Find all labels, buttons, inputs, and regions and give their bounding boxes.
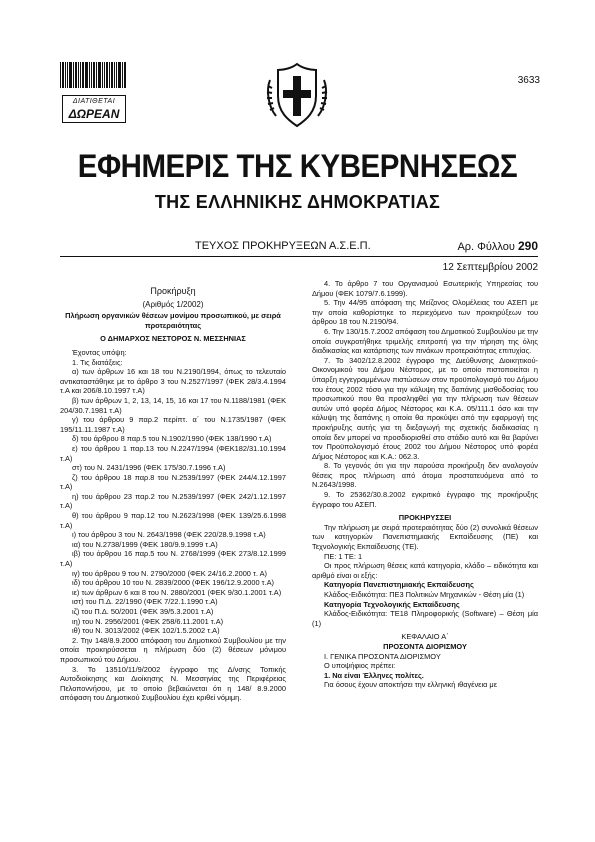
- chapter-title: ΠΡΟΣΟΝΤΑ ΔΙΟΡΙΣΜΟΥ: [383, 641, 467, 651]
- barcode: [60, 62, 136, 88]
- paragraph: στ) του Ν. 2431/1996 (ΦΕΚ 175/30.7.1996 τ.Α): [72, 463, 226, 473]
- paragraph: ιε) των άρθρων 6 και 8 του Ν. 2880/2001 (ΦΕΚ 9/30.1.2001 τ.Α): [72, 587, 282, 597]
- section-heading: Ι. ΓΕΝΙΚΑ ΠΡΟΣΟΝΤΑ ΔΙΟΡΙΣΜΟΥ: [324, 651, 441, 661]
- paragraph: 4. Το άρθρο 7 του Οργανισμού Εσωτερικής Υπηρεσίας του Δήμου (ΦΕΚ 1079/7.6.1999).: [312, 279, 538, 298]
- right-column: [312, 279, 538, 690]
- left-column: [60, 285, 286, 703]
- paragraph: 8. Το γεγονός ότι για την παρούσα προκήρυξη δεν αναλογούν θέσεις προς πλήρωση από άτομα προστατευόμενα από το Ν.2643/1998.: [312, 461, 538, 490]
- gazette-title: ΕΦΗΜΕΡΙΣ ΤΗΣ ΚΥΒΕΡΝΗΣΕΩΣ: [77, 148, 518, 184]
- paragraph: Έχοντας υπόψη:: [72, 347, 127, 357]
- paragraph: β) των άρθρων 1, 2, 13, 14, 15, 16 και 17 του Ν.1188/1981 (ΦΕΚ 204/30.7.1981 τ.Α): [60, 395, 286, 415]
- paragraph: 5. Την 44/95 απόφαση της Μείζονος Ολομέλειας του ΑΣΕΠ με την οποία καθορίστηκε το περιεχόμενο των προκηρύξεων του άρθρου 18 του Ν.2190/94.: [312, 298, 538, 327]
- paragraph: 3. Το 13510/11/9/2002 έγγραφο της Δ/νσης Τοπικής Αυτοδιοίκησης και Διοίκησης Ν. Μεσσηνίας της Περιφέρειας Πελοποννήσου, με το οποίο βεβαιώνεται ότι η 148/ 8.9.2000 απόφαση του Δημοτικού Συμβουλίου έχει κριθεί νόμιμη.: [60, 664, 286, 703]
- announce-heading: ΠΡΟΚΗΡΥΣΣΕΙ: [398, 513, 452, 523]
- mayor-heading: Ο ΔΗΜΑΡΧΟΣ ΝΕΣΤΟΡΟΣ Ν. ΜΕΣΣΗΝΙΑΣ: [100, 334, 246, 344]
- greek-coat-of-arms-icon: [262, 60, 332, 130]
- paragraph: ι) του άρθρου 3 του Ν. 2643/1998 (ΦΕΚ 220/28.9.1998 τ.Α): [72, 530, 266, 540]
- paragraph: Οι προς πλήρωση θέσεις κατά κατηγορία, κλάδο – ειδικότητα και αριθμό είναι οι εξής:: [312, 561, 538, 580]
- page-number: 3633: [517, 75, 540, 86]
- paragraph: 9. Το 25362/30.8.2002 εγκριτικό έγγραφο της προκήρυξης έγγραφο του ΑΣΕΠ.: [312, 490, 538, 509]
- paragraph: Για όσους έχουν αποκτήσει την ελληνική ιθαγένεια με: [324, 680, 497, 690]
- issue-type: ΤΕΥΧΟΣ ΠΡΟΚΗΡΥΞΕΩΝ Α.Σ.Ε.Π.: [195, 240, 371, 252]
- paragraph: 7. Το 3402/12.8.2002 έγγραφο της Διεύθυνσης Διοικητικού-Οικονομικού του Δήμου Νέστορος, με το οποίο πιστοποιείται η ύπαρξη εγγεγραμμένων πιστώσεων στον προϋπολογισμό του Δήμου του έτους 2002 τόσο για την κάλυψη της δαπάνης μισθοδοσίας του προσωπικού που θα προσληφθεί για την πλήρωση των θέσεων αυτών υπό φορέα Δήμος Νέστορος και Κ.Α. 05/111.1 όσο και την κάλυψη της δαπάνης η οποία θα προκύψει από την εφαρμογή της προκήρυξης αυτής για τη διεξαγωγή της σχετικής διαδικασίας η οποία δεν μπορεί να προσδιορισθεί στο στάδιο αυτό και θα βαρύνει τον Προϋπολογισμό έτους 2002 του Δήμου Νέστορος υπό φορέα Δήμος Νέστορος και Κ.Α.: 062.3.: [312, 355, 538, 461]
- announcement-number: (Αριθμός 1/2002): [142, 299, 204, 309]
- sheet-number-value: 290: [517, 239, 538, 253]
- paragraph: Ο υποψήφιος πρέπει:: [324, 661, 396, 671]
- stamp-line-2: ΔΩΡΕΑΝ: [68, 107, 120, 121]
- category-heading: Κατηγορία Πανεπιστημιακής Εκπαίδευσης: [324, 580, 474, 590]
- free-distribution-stamp: [62, 95, 126, 123]
- paragraph: θ) του άρθρου 9 παρ.12 του Ν.2623/1998 (ΦΕΚ 139/25.6.1998 τ.Α): [60, 511, 286, 530]
- paragraph: δ) του άρθρου 8 παρ.5 του Ν.1902/1990 (ΦΕΚ 138/1990 τ.Α): [72, 434, 272, 444]
- sheet-label: Αρ. Φύλλου: [457, 241, 515, 253]
- paragraph: ια) του Ν.2738/1999 (ΦΕΚ 180/9.9.1999 τ.Α): [72, 539, 218, 549]
- stamp-line-1: ΔΙΑΤΙΘΕΤΑΙ: [72, 98, 116, 105]
- paragraph: γ) του άρθρου 9 παρ.2 περίπτ. α΄ του Ν.1735/1987 (ΦΕΚ 195/11.11.1987 τ.Α): [60, 415, 286, 434]
- paragraph: ε) του άρθρου 1 παρ.13 του Ν.2247/1994 (ΦΕΚ182/31.10.1994 τ.Α): [60, 443, 286, 463]
- paragraph: ιη) του Ν. 2956/2001 (ΦΕΚ 258/6.11.2001 τ.Α): [72, 616, 224, 626]
- paragraph: ιζ) του Π.Δ. 50/2001 (ΦΕΚ 39/5.3.2001 τ.Α): [72, 607, 214, 616]
- paragraph: Την πλήρωση με σειρά προτεραιότητας δύο (2) συνολικά θέσεων των κατηγοριών Πανεπιστημιακής Εκπαίδευσης (ΠΕ) και Τεχνολογικής Εκπαίδευσης (ΤΕ).: [312, 522, 538, 552]
- paragraph: ιβ) του άρθρου 16 παρ.5 του Ν. 2768/1999 (ΦΕΚ 273/8.12.1999 τ.Α): [60, 549, 286, 569]
- paragraph: 2. Την 148/8.9.2000 απόφαση του Δημοτικού Συμβουλίου με την οποία προκηρύσσεται η πλήρωση δύο (2) θέσεων μόνιμου προσωπικού του Δήμου.: [60, 635, 286, 664]
- paragraph: α) των άρθρων 16 και 18 του Ν.2190/1994, όπως το τελευταίο αντικαταστάθηκε με το άρθρο 3 του Ν.2527/1997 (ΦΕΚ 28/3.4.1994 τ.Α και 206/8.10.1997 τ.Α): [60, 367, 286, 396]
- paragraph: Κλάδος-Ειδικότητα: ΠΕ3 Πολιτικών Μηχανικών - Θέση μία (1): [324, 590, 525, 599]
- paragraph: ιγ) του άρθρου 9 του Ν. 2790/2000 (ΦΕΚ 24/16.2.2000 τ. Α): [72, 568, 267, 578]
- paragraph: ζ) του άρθρου 18 παρ.8 του Ν.2539/1997 (ΦΕΚ 244/4.12.1997 τ.Α): [60, 472, 286, 492]
- paragraph: ιθ) του Ν. 3013/2002 (ΦΕΚ 102/1.5.2002 τ.Α): [72, 626, 220, 636]
- paragraph: ιστ) του Π.Δ. 22/1990 (ΦΕΚ 7/22.1.1990 τ.Α): [72, 597, 218, 607]
- announcement-purpose: Πλήρωση οργανικών θέσεων μονίμου προσωπικού, με σειρά προτεραιότητας: [65, 311, 281, 330]
- sheet-number: [457, 239, 538, 253]
- paragraph: 1. Τις διατάξεις:: [72, 357, 123, 367]
- paragraph: ΠΕ: 1 ΤΕ: 1: [324, 551, 363, 561]
- issue-date: 12 Σεπτεμβρίου 2002: [442, 262, 538, 273]
- category-heading: Κατηγορία Τεχνολογικής Εκπαίδευσης: [324, 599, 460, 609]
- chapter-heading: ΚΕΦΑΛΑΙΟ Α΄: [401, 632, 449, 642]
- gazette-subtitle: ΤΗΣ ΕΛΛΗΝΙΚΗΣ ΔΗΜΟΚΡΑΤΙΑΣ: [154, 192, 441, 212]
- requirement-heading: 1. Να είναι Έλληνες πολίτες.: [324, 670, 424, 680]
- paragraph: 6. Την 130/15.7.2002 απόφαση του Δημοτικού Συμβουλίου με την οποία συγκροτήθηκε τριμελής επιτροπή για την τήρηση της όλης διαδικασίας και κατάρτισης των πινάκων προτεραιότητας επιτυχίας.: [312, 326, 538, 356]
- paragraph: η) του άρθρου 23 παρ.2 του Ν.2539/1997 (ΦΕΚ 242/1.12.1997 τ.Α): [60, 491, 286, 511]
- announcement-heading: Προκήρυξη: [150, 286, 196, 296]
- paragraph: Κλάδος-Ειδικότητα: ΤΕ18 Πληροφορικής (Software) – Θέση μία (1): [312, 609, 538, 628]
- paragraph: ιδ) του άρθρου 10 του Ν. 2839/2000 (ΦΕΚ 196/12.9.2000 τ.Α): [72, 578, 274, 588]
